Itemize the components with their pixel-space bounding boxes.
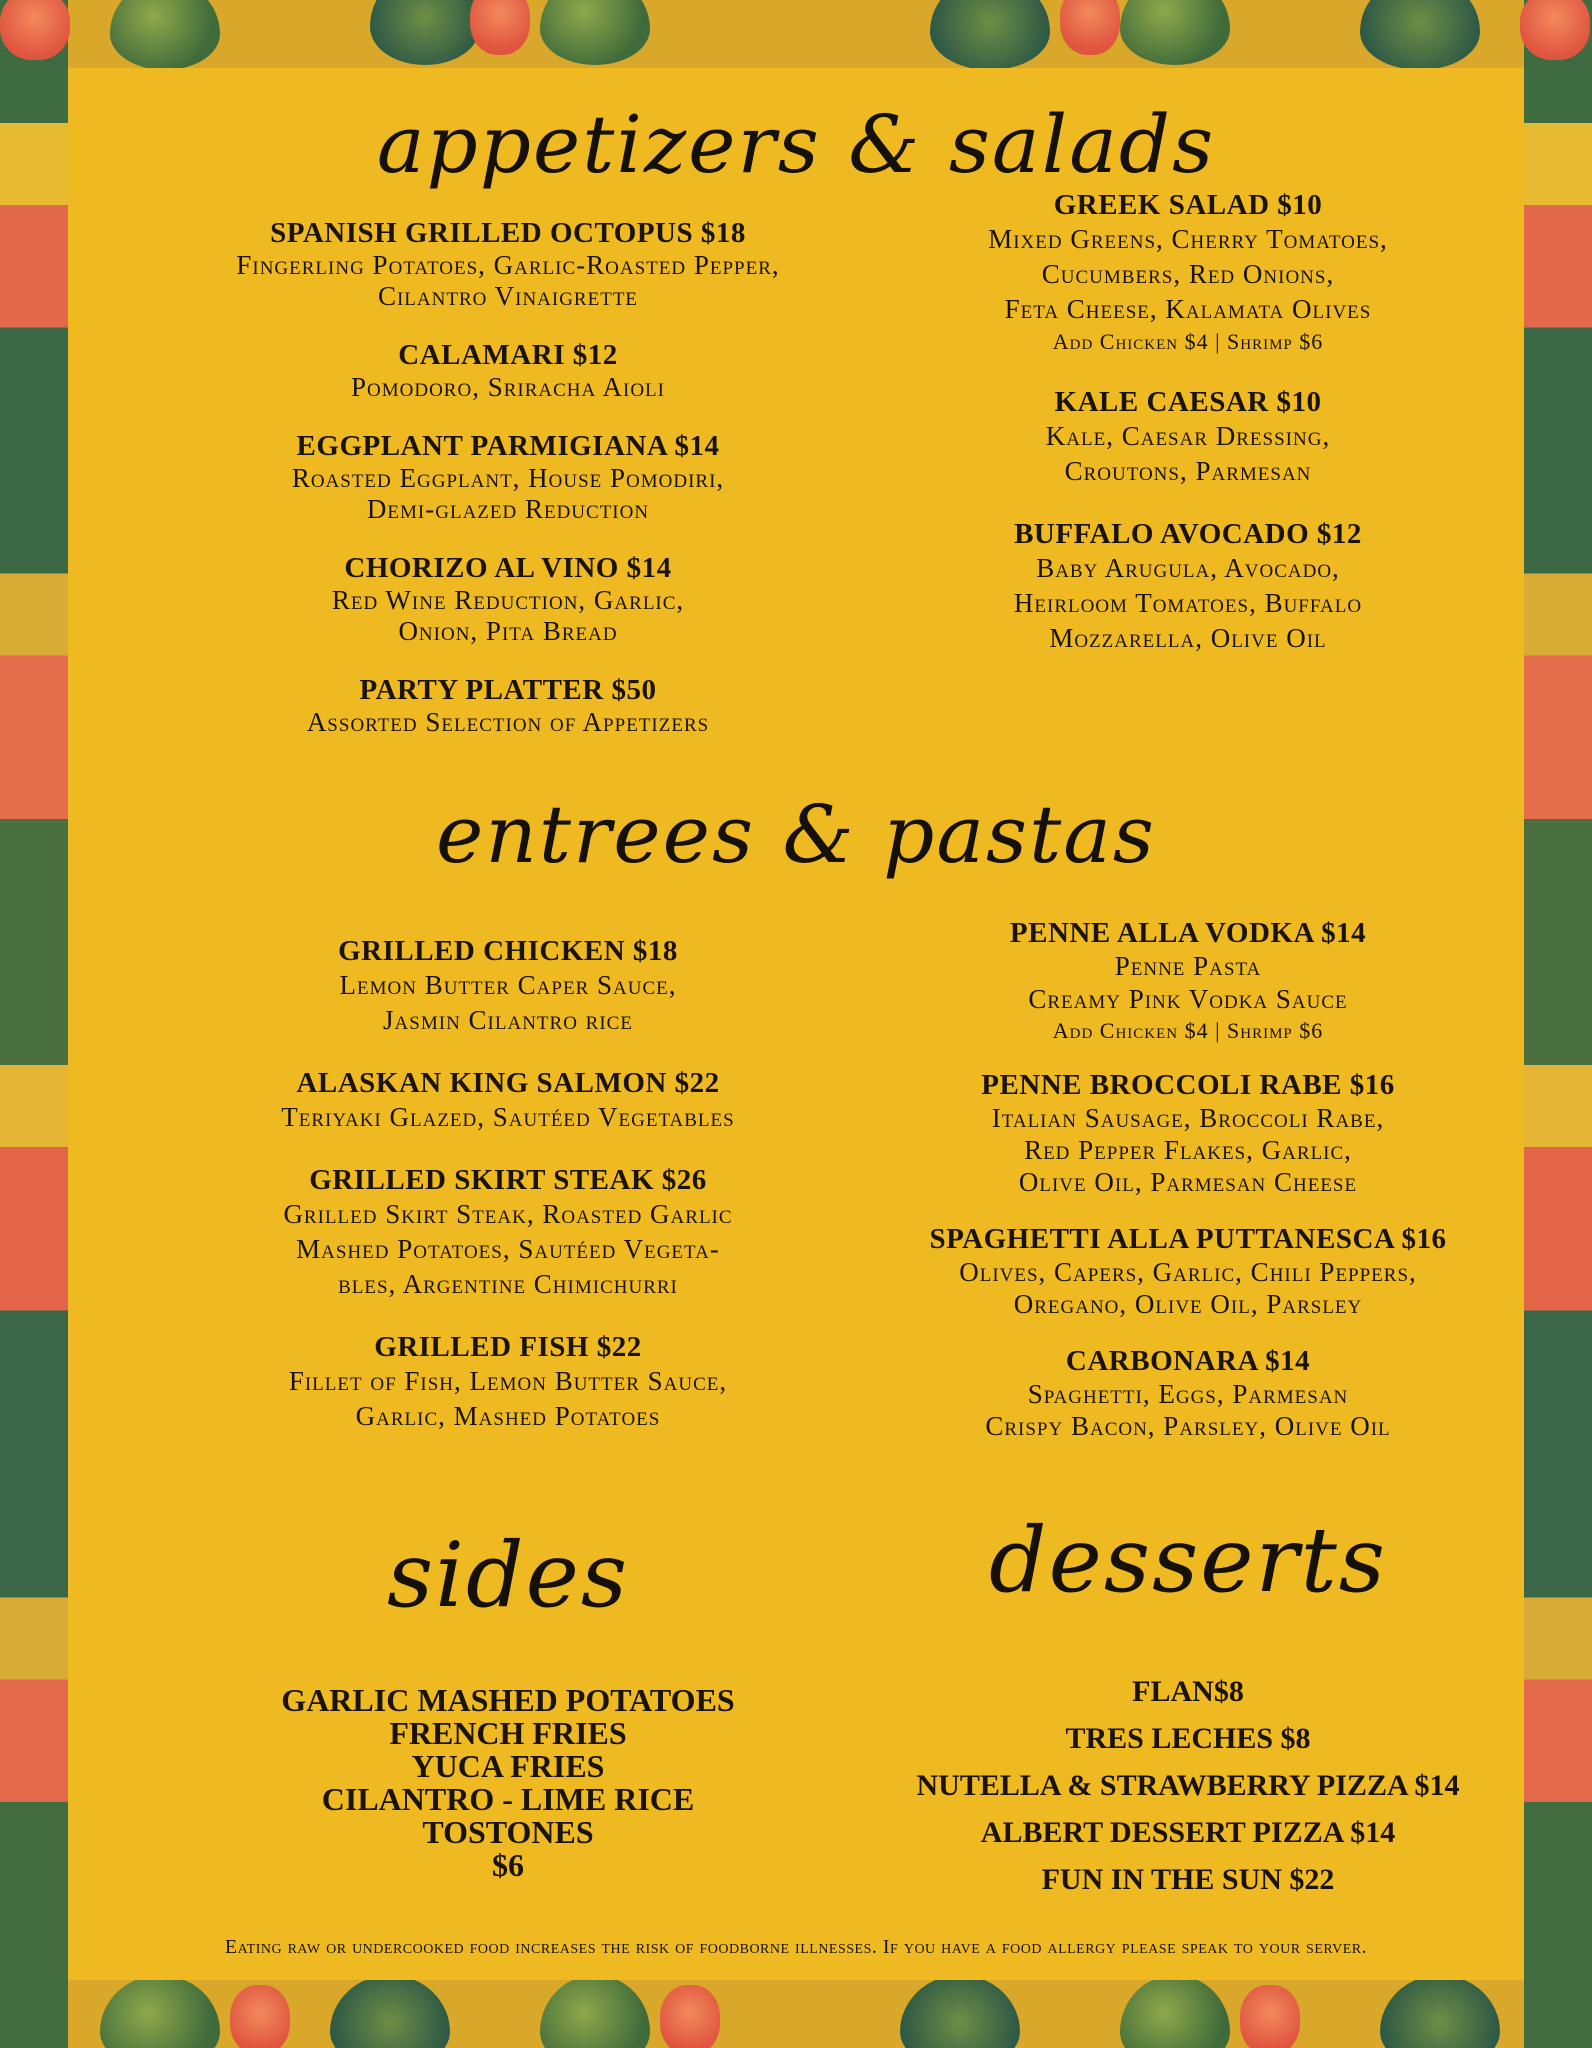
item-name: KALE CAESAR $10 (1054, 386, 1322, 418)
menu-item (98, 338, 918, 403)
menu-item (98, 1330, 918, 1434)
item-name: CHORIZO AL VINO $14 (344, 552, 672, 584)
item-name: PARTY PLATTER $50 (359, 674, 657, 706)
item-description: Creamy Pink Vodka Sauce (1028, 984, 1348, 1014)
item-description: Roasted Eggplant, House Pomodiri, (291, 463, 725, 493)
entrees-right-column (868, 916, 1508, 1442)
leaf-decoration (540, 1975, 650, 2048)
menu-item (98, 1163, 918, 1302)
dessert-item: NUTELLA & STRAWBERRY PIZZA $14 (916, 1769, 1460, 1802)
side-item: TOSTONES (422, 1814, 594, 1850)
item-description: Croutons, Parmesan (1064, 456, 1312, 486)
item-addon: Add Chicken $4 | Shrimp $6 (1052, 329, 1324, 354)
leaf-decoration (100, 1975, 220, 2048)
side-item: FRENCH FRIES (389, 1715, 627, 1751)
item-description: Olives, Capers, Garlic, Chili Peppers, (959, 1257, 1417, 1287)
dessert-item: TRES LECHES $8 (1065, 1722, 1311, 1755)
leaf-decoration (110, 0, 220, 70)
item-description: Fingerling Potatoes, Garlic-Roasted Pepper, (236, 250, 780, 280)
item-name: EGGPLANT PARMIGIANA $14 (296, 430, 720, 462)
item-name: CALAMARI $12 (398, 339, 618, 371)
heading-entrees: entrees & pastas (436, 788, 1156, 881)
menu-panel (68, 68, 1524, 1980)
item-description: Jasmin Cilantro rice (383, 1005, 633, 1035)
appetizers-left-column (98, 216, 918, 738)
flower-decoration (230, 1985, 290, 2048)
item-description: Penne Pasta (1114, 951, 1262, 981)
item-description: Mashed Potatoes, Sautéed Vegeta- (296, 1234, 720, 1264)
item-description: Heirloom Tomatoes, Buffalo (1013, 588, 1363, 618)
item-name: CARBONARA $14 (1065, 1345, 1311, 1377)
menu-item (98, 216, 918, 312)
item-description: Feta Cheese, Kalamata Olives (1004, 294, 1372, 324)
item-name: PENNE ALLA VODKA $14 (1009, 917, 1367, 949)
item-name: GREEK SALAD $10 (1053, 189, 1323, 221)
item-description: Pomodoro, Sriracha Aioli (351, 372, 665, 402)
item-description: Demi-glazed Reduction (366, 494, 650, 524)
menu-item (98, 673, 918, 738)
dessert-item: FUN IN THE SUN $22 (1041, 1863, 1335, 1896)
flower-decoration (1240, 1985, 1300, 2048)
heading-desserts: desserts (989, 1508, 1387, 1613)
flower-decoration (660, 1985, 720, 2048)
item-description: Italian Sausage, Broccoli Rabe, (991, 1103, 1385, 1133)
item-name: SPAGHETTI ALLA PUTTANESCA $16 (929, 1223, 1447, 1255)
item-description: Grilled Skirt Steak, Roasted Garlic (283, 1199, 733, 1229)
menu-item (868, 517, 1508, 656)
appetizers-right-column (868, 188, 1508, 656)
menu-item (868, 1068, 1508, 1198)
right-floral-strip (1524, 0, 1592, 2048)
menu-item (98, 551, 918, 647)
item-description: bles, Argentine Chimichurri (338, 1269, 678, 1299)
item-name: PENNE BROCCOLI RABE $16 (981, 1069, 1395, 1101)
item-description: Spaghetti, Eggs, Parmesan (1027, 1379, 1349, 1409)
menu-item (98, 934, 918, 1038)
menu-item (868, 1222, 1508, 1320)
item-description: Fillet of Fish, Lemon Butter Sauce, (288, 1366, 728, 1396)
item-name: GRILLED CHICKEN $18 (338, 935, 678, 967)
dessert-item: ALBERT DESSERT PIZZA $14 (980, 1816, 1396, 1849)
menu-item (868, 916, 1508, 1046)
left-floral-strip (0, 0, 68, 2048)
item-description: Kale, Caesar Dressing, (1045, 421, 1331, 451)
item-name: SPANISH GRILLED OCTOPUS $18 (270, 217, 746, 249)
item-description: Red Pepper Flakes, Garlic, (1024, 1135, 1352, 1165)
side-item: GARLIC MASHED POTATOES (281, 1682, 735, 1718)
menu-item (868, 385, 1508, 489)
heading-appetizers: appetizers & salads (376, 98, 1216, 191)
side-item: YUCA FRIES (411, 1748, 605, 1784)
item-description: Assorted Selection of Appetizers (306, 707, 710, 737)
leaf-decoration (1380, 1975, 1500, 2048)
leaf-decoration (1120, 1975, 1230, 2048)
leaf-decoration (930, 0, 1050, 70)
item-description: Olive Oil, Parmesan Cheese (1018, 1167, 1358, 1197)
item-description: Baby Arugula, Avocado, (1036, 553, 1340, 583)
flower-decoration (1060, 0, 1120, 55)
menu-item (868, 188, 1508, 357)
leaf-decoration (1120, 0, 1230, 65)
menu-item (98, 429, 918, 525)
dessert-item: FLAN$8 (1132, 1675, 1244, 1708)
flower-decoration (470, 0, 530, 55)
desserts-list (848, 1668, 1528, 1903)
item-description: Red Wine Reduction, Garlic, (331, 585, 685, 615)
flower-decoration (0, 0, 70, 60)
item-name: BUFFALO AVOCADO $12 (1014, 518, 1362, 550)
heading-sides: sides (386, 1523, 630, 1628)
item-description: Lemon Butter Caper Sauce, (339, 970, 677, 1000)
item-description: Cilantro Vinaigrette (377, 281, 639, 311)
item-name: GRILLED SKIRT STEAK $26 (309, 1164, 707, 1196)
sides-list (98, 1684, 918, 1882)
leaf-decoration (540, 0, 650, 65)
leaf-decoration (330, 1975, 450, 2048)
menu-item (868, 1344, 1508, 1442)
item-description: Mozzarella, Olive Oil (1049, 623, 1327, 653)
item-description: Onion, Pita Bread (398, 616, 618, 646)
leaf-decoration (370, 0, 480, 65)
item-description: Crispy Bacon, Parsley, Olive Oil (985, 1411, 1391, 1441)
item-name: ALASKAN KING SALMON $22 (296, 1067, 720, 1099)
side-price: $6 (492, 1847, 524, 1883)
item-name: GRILLED FISH $22 (374, 1331, 642, 1363)
flower-decoration (1520, 0, 1590, 60)
menu-item (98, 1066, 918, 1135)
entrees-left-column (98, 934, 918, 1434)
side-item: CILANTRO - LIME RICE (321, 1781, 695, 1817)
item-description: Teriyaki Glazed, Sautéed Vegetables (281, 1102, 735, 1132)
leaf-decoration (900, 1975, 1020, 2048)
item-description: Oregano, Olive Oil, Parsley (1013, 1289, 1363, 1319)
item-description: Mixed Greens, Cherry Tomatoes, (988, 224, 1388, 254)
item-description: Garlic, Mashed Potatoes (355, 1401, 661, 1431)
allergy-disclaimer: Eating raw or undercooked food increases the risk of foodborne illnesses. If you have a food allergy please speak to your server. (224, 1936, 1368, 1958)
item-description: Cucumbers, Red Onions, (1041, 259, 1335, 289)
leaf-decoration (1360, 0, 1480, 70)
item-addon: Add Chicken $4 | Shrimp $6 (1052, 1018, 1324, 1043)
